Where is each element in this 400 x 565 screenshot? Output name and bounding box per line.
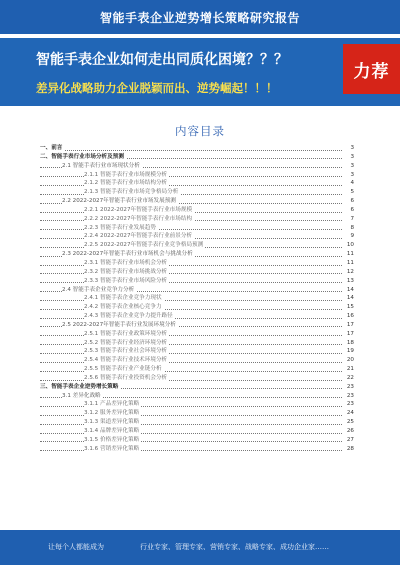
toc-entry[interactable]	[40, 144, 354, 153]
toc-entry-label: 2.5.5 智能手表行业产业链分析	[84, 366, 162, 373]
toc-entry-page: 13	[342, 277, 354, 286]
toc-entry-label: 2.5.1 智能手表行业政策环境分析	[84, 330, 168, 337]
footer-slogan: 让每个人都能成为	[48, 543, 104, 551]
toc-entry[interactable]	[40, 171, 354, 180]
toc-title: 内容目录	[175, 124, 225, 138]
toc-entry-label: 2.3.2 智能手表行业市场挑战分析	[84, 268, 168, 275]
toc-entry-label: 2.5.6 智能手表行业投资机会分析	[84, 374, 168, 381]
toc-entry[interactable]	[40, 188, 354, 197]
toc-entry[interactable]	[40, 250, 354, 259]
toc-entry[interactable]	[40, 409, 354, 418]
toc-entry[interactable]	[40, 286, 354, 295]
toc-entry-label: 2.5.3 智能手表行业社会环境分析	[84, 348, 168, 355]
toc-entry-page: 20	[342, 356, 354, 365]
toc-entry[interactable]	[40, 259, 354, 268]
toc-entry-page: 21	[342, 365, 354, 374]
toc-entry-label: 一、前言	[40, 145, 63, 151]
toc-entry-label: 2.1.2 智能手表行业市场结构分析	[84, 180, 168, 187]
headline-banner	[0, 38, 400, 106]
toc-entry[interactable]	[40, 365, 354, 374]
toc-entry-label: 2.2.2 2022-2027年智能手表行业市场结构	[84, 215, 193, 222]
toc-entry[interactable]	[40, 277, 354, 286]
toc-dot-leader	[40, 150, 344, 151]
toc-entry-page: 14	[342, 294, 354, 303]
toc-entry-page: 6	[342, 206, 354, 215]
footer-bar	[0, 530, 400, 565]
toc-entry-page: 22	[342, 374, 354, 383]
toc-entry-label: 2.4.3 智能手表企业竞争力提升路径	[84, 313, 173, 320]
toc-entry-page: 4	[342, 179, 354, 188]
toc-entry-page: 6	[342, 197, 354, 206]
toc-entry[interactable]	[40, 392, 354, 401]
toc-entry[interactable]	[40, 427, 354, 436]
toc-entry[interactable]	[40, 356, 354, 365]
toc-entry[interactable]	[40, 224, 354, 233]
toc-entry-label: 2.2.4 2022-2027年智能手表行业前景分析	[84, 233, 193, 240]
toc-entry-page: 15	[342, 303, 354, 312]
toc-entry-label: 2.2.3 智能手表行业发展趋势	[84, 224, 156, 231]
toc-entry-label: 2.4.2 智能手表企业核心竞争力	[84, 304, 162, 311]
toc-entry[interactable]	[40, 215, 354, 224]
toc-entry-label: 2.5.2 智能手表行业经济环境分析	[84, 339, 168, 346]
toc-entry[interactable]	[40, 162, 354, 171]
toc-entry-label: 2.3.3 智能手表行业市场风险分析	[84, 277, 168, 284]
toc-entry-page: 3	[342, 144, 354, 153]
toc-entry[interactable]	[40, 383, 354, 392]
toc-entry-label: 3.1.3 渠道差异化策略	[84, 419, 140, 426]
toc-entry-label: 3.1.1 产品差异化策略	[84, 401, 140, 408]
toc-entry-label: 3.1.5 价格差异化策略	[84, 436, 140, 443]
toc-entry[interactable]	[40, 294, 354, 303]
toc-entry-label: 2.2 2022-2027年智能手表行业市场发展预测	[62, 198, 176, 205]
toc-entry-label: 2.1.3 智能手表行业市场竞争格局分析	[84, 189, 179, 196]
toc-entry-page: 10	[342, 241, 354, 250]
toc-entry-page: 23	[342, 400, 354, 409]
toc-entry[interactable]	[40, 436, 354, 445]
toc-entry-page: 11	[342, 259, 354, 268]
toc-entry-label: 2.2.1 2022-2027年智能手表行业市场规模	[84, 206, 193, 213]
top-header-bar	[0, 0, 400, 34]
toc-entry-label: 2.1.1 智能手表行业市场规模分析	[84, 171, 168, 178]
toc-entry-page: 3	[342, 153, 354, 162]
toc-entry[interactable]	[40, 232, 354, 241]
toc-entry[interactable]	[40, 445, 354, 454]
toc-entry-page: 16	[342, 312, 354, 321]
toc-entry-label: 2.4 智能手表企业竞争力分析	[62, 286, 135, 293]
toc-entry[interactable]	[40, 347, 354, 356]
toc-entry-page: 8	[342, 224, 354, 233]
footer-tags: 行业专家、管理专家、营销专家、战略专家、成功企业家……	[140, 543, 329, 551]
toc-entry[interactable]	[40, 374, 354, 383]
toc-entry-page: 14	[342, 286, 354, 295]
toc-entry[interactable]	[40, 206, 354, 215]
toc-entry-page: 27	[342, 436, 354, 445]
toc-entry-page: 12	[342, 268, 354, 277]
toc-entry[interactable]	[40, 312, 354, 321]
toc-entry-label: 2.5 2022-2027年智能手表行业发展环境分析	[62, 321, 176, 328]
toc-entry-page: 17	[342, 330, 354, 339]
toc-entry-label: 2.4.1 智能手表企业竞争力现状	[84, 295, 162, 302]
banner-subheadline: 差异化战略助力企业脱颖而出、逆势崛起！！！	[36, 81, 278, 95]
toc-entry[interactable]	[40, 179, 354, 188]
toc-entry-page: 3	[342, 171, 354, 180]
toc-entry-label: 3.1.6 营销差异化策略	[84, 445, 140, 452]
toc-entry-page: 7	[342, 215, 354, 224]
report-title: 智能手表企业逆势增长策略研究报告	[99, 11, 300, 25]
toc-entry-page: 23	[342, 383, 354, 392]
toc-entry-page: 17	[342, 321, 354, 330]
table-of-contents	[40, 144, 354, 454]
toc-entry[interactable]	[40, 321, 354, 330]
toc-entry[interactable]	[40, 418, 354, 427]
toc-entry-page: 23	[342, 392, 354, 401]
toc-entry-page: 28	[342, 445, 354, 454]
toc-entry-label: 二、智能手表行业市场分析及预测	[40, 153, 124, 160]
toc-entry[interactable]	[40, 303, 354, 312]
toc-entry-page: 11	[342, 250, 354, 259]
toc-entry[interactable]	[40, 400, 354, 409]
toc-entry-label: 3.1.4 品牌差异化策略	[84, 428, 140, 434]
toc-entry-label: 3.1 差异化战略	[62, 392, 101, 399]
toc-entry-label: 2.5.4 智能手表行业技术环境分析	[84, 357, 168, 364]
toc-entry-page: 18	[342, 339, 354, 348]
toc-entry[interactable]	[40, 153, 354, 162]
toc-entry-page: 19	[342, 347, 354, 356]
toc-entry[interactable]	[40, 241, 354, 250]
toc-entry-label: 2.3.1 智能手表行业市场机会分析	[84, 259, 168, 266]
toc-entry-label: 三、智能手表企业逆势增长策略	[40, 383, 119, 390]
toc-entry-page: 25	[342, 418, 354, 427]
toc-entry-page: 9	[342, 232, 354, 241]
toc-entry[interactable]	[40, 339, 354, 348]
toc-entry-label: 2.3 2022-2027年智能手表行业市场机会与挑战分析	[62, 251, 193, 258]
toc-entry-label: 2.1 智能手表行业市场现状分析	[62, 162, 140, 169]
toc-entry-label: 2.2.5 2022-2027年智能手表行业竞争格局预测	[84, 242, 204, 249]
toc-entry-page: 3	[342, 162, 354, 171]
toc-entry[interactable]	[40, 197, 354, 206]
toc-entry[interactable]	[40, 330, 354, 339]
toc-entry[interactable]	[40, 268, 354, 277]
banner-headline: 智能手表企业如何走出同质化困境？？？	[36, 52, 288, 68]
toc-entry-page: 26	[342, 427, 354, 436]
toc-entry-page: 5	[342, 188, 354, 197]
toc-entry-page: 24	[342, 409, 354, 418]
toc-entry-label: 3.1.2 服务差异化策略	[84, 410, 140, 417]
recommend-seal: 力荐	[343, 44, 400, 94]
